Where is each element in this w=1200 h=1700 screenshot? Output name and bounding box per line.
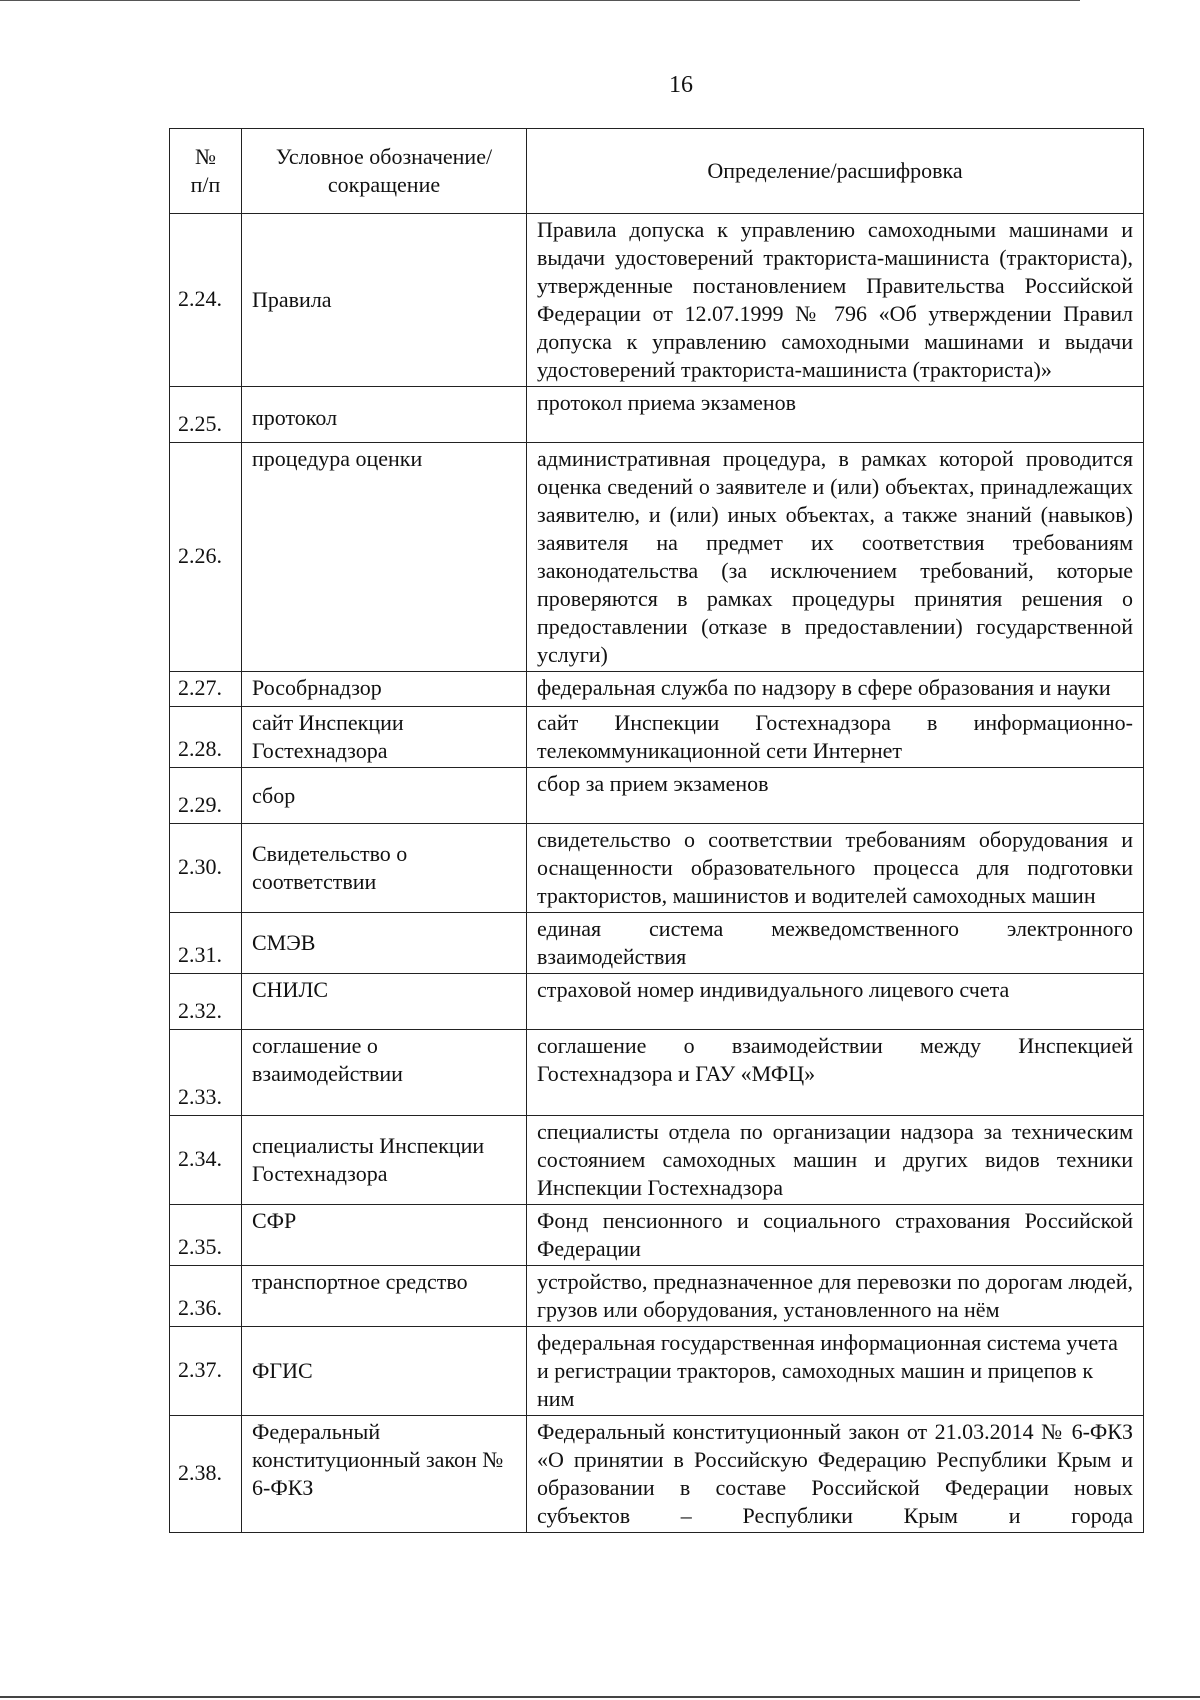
row-number: 2.36.	[170, 1266, 242, 1327]
row-term: сбор	[242, 768, 527, 824]
row-term: Рособрнадзор	[242, 672, 527, 707]
row-term: сайт Инспекции Гостехнадзора	[242, 707, 527, 768]
row-term: протокол	[242, 387, 527, 443]
row-definition: соглашение о взаимодействии между Инспекцией Гостехнадзора и ГАУ «МФЦ»	[527, 1030, 1144, 1116]
row-term: СНИЛС	[242, 974, 527, 1030]
row-term: транспортное средство	[242, 1266, 527, 1327]
row-definition: сбор за прием экзаменов	[527, 768, 1144, 824]
table-row	[170, 707, 1144, 768]
row-definition: Правила допуска к управлению самоходными машинами и выдачи удостоверений тракториста-машиниста (тракториста), утвержденные постановлением Правительства Российской Федерации от 12.07.1999 № 796 «Об утверждении Правил допуска к управлению самоходными машинами и выдачи удостоверений тракториста-машиниста (тракториста)»	[527, 214, 1144, 387]
row-definition: сайт Инспекции Гостехнадзора в информационно-телекоммуникационной сети Интернет	[527, 707, 1144, 768]
table-row	[170, 974, 1144, 1030]
row-number: 2.34.	[170, 1116, 242, 1205]
row-term: СФР	[242, 1205, 527, 1266]
scan-top-edge	[0, 0, 1080, 1]
row-definition: федеральная государственная информационная система учета и регистрации тракторов, самоходных машин и прицепов к ним	[527, 1327, 1144, 1416]
row-number: 2.27.	[170, 672, 242, 707]
row-number: 2.28.	[170, 707, 242, 768]
row-number: 2.32.	[170, 974, 242, 1030]
table-row	[170, 387, 1144, 443]
table-row	[170, 672, 1144, 707]
row-term: специалисты Инспекции Гостехнадзора	[242, 1116, 527, 1205]
definitions-table	[169, 128, 1144, 1533]
row-number: 2.29.	[170, 768, 242, 824]
row-definition: страховой номер индивидуального лицевого счета	[527, 974, 1144, 1030]
row-number: 2.31.	[170, 913, 242, 974]
row-term: процедура оценки	[242, 443, 527, 672]
row-number: 2.30.	[170, 824, 242, 913]
table-row	[170, 1205, 1144, 1266]
row-number: 2.38.	[170, 1416, 242, 1533]
table-row	[170, 214, 1144, 387]
row-term: Свидетельство о соответствии	[242, 824, 527, 913]
row-term: ФГИС	[242, 1327, 527, 1416]
table-row	[170, 824, 1144, 913]
row-definition: специалисты отдела по организации надзора за техническим состоянием самоходных машин и других видов техники Инспекции Гостехнадзора	[527, 1116, 1144, 1205]
scan-bottom-edge	[0, 1696, 1200, 1698]
row-definition: свидетельство о соответствии требованиям оборудования и оснащенности образовательного процесса для подготовки трактористов, машинистов и водителей самоходных машин	[527, 824, 1144, 913]
row-number: 2.37.	[170, 1327, 242, 1416]
row-definition: административная процедура, в рамках которой проводится оценка сведений о заявителе и (или) объектах, принадлежащих заявителю, и (или) иных объектах, а также знаний (навыков) заявителя на предмет их соответствия требованиям законодательства (за исключением требований, которые проверяются в рамках процедуры принятия решения о предоставлении (отказе в предоставлении) государственной услуги)	[527, 443, 1144, 672]
row-number: 2.33.	[170, 1030, 242, 1116]
row-term: Федеральный конституционный закон № 6-ФКЗ	[242, 1416, 527, 1533]
row-definition: Фонд пенсионного и социального страхования Российской Федерации	[527, 1205, 1144, 1266]
row-definition: единая система межведомственного электронного взаимодействия	[527, 913, 1144, 974]
row-number: 2.35.	[170, 1205, 242, 1266]
row-definition: Федеральный конституционный закон от 21.03.2014 № 6-ФКЗ «О принятии в Российскую Федерацию Республики Крым и образовании в составе Российской Федерации новых субъектов – Республики Крым и города	[527, 1416, 1144, 1533]
table-row	[170, 1116, 1144, 1205]
table-row	[170, 768, 1144, 824]
table-row	[170, 1266, 1144, 1327]
page-number: 16	[669, 72, 693, 98]
row-definition: протокол приема экзаменов	[527, 387, 1144, 443]
table-header-row	[170, 129, 1144, 214]
header-abbreviation: Условное обозначение/сокращение	[242, 129, 527, 214]
table-row	[170, 1030, 1144, 1116]
row-term: Правила	[242, 214, 527, 387]
row-number: 2.26.	[170, 443, 242, 672]
table-row	[170, 443, 1144, 672]
row-definition: устройство, предназначенное для перевозки по дорогам людей, грузов или оборудования, установленного на нём	[527, 1266, 1144, 1327]
row-definition: федеральная служба по надзору в сфере образования и науки	[527, 672, 1144, 707]
table-row	[170, 913, 1144, 974]
header-definition: Определение/расшифровка	[527, 129, 1144, 214]
row-term: СМЭВ	[242, 913, 527, 974]
table-row	[170, 1416, 1144, 1533]
row-number: 2.25.	[170, 387, 242, 443]
row-number: 2.24.	[170, 214, 242, 387]
row-term: соглашение о взаимодействии	[242, 1030, 527, 1116]
table-row	[170, 1327, 1144, 1416]
header-number: № п/п	[170, 129, 242, 214]
